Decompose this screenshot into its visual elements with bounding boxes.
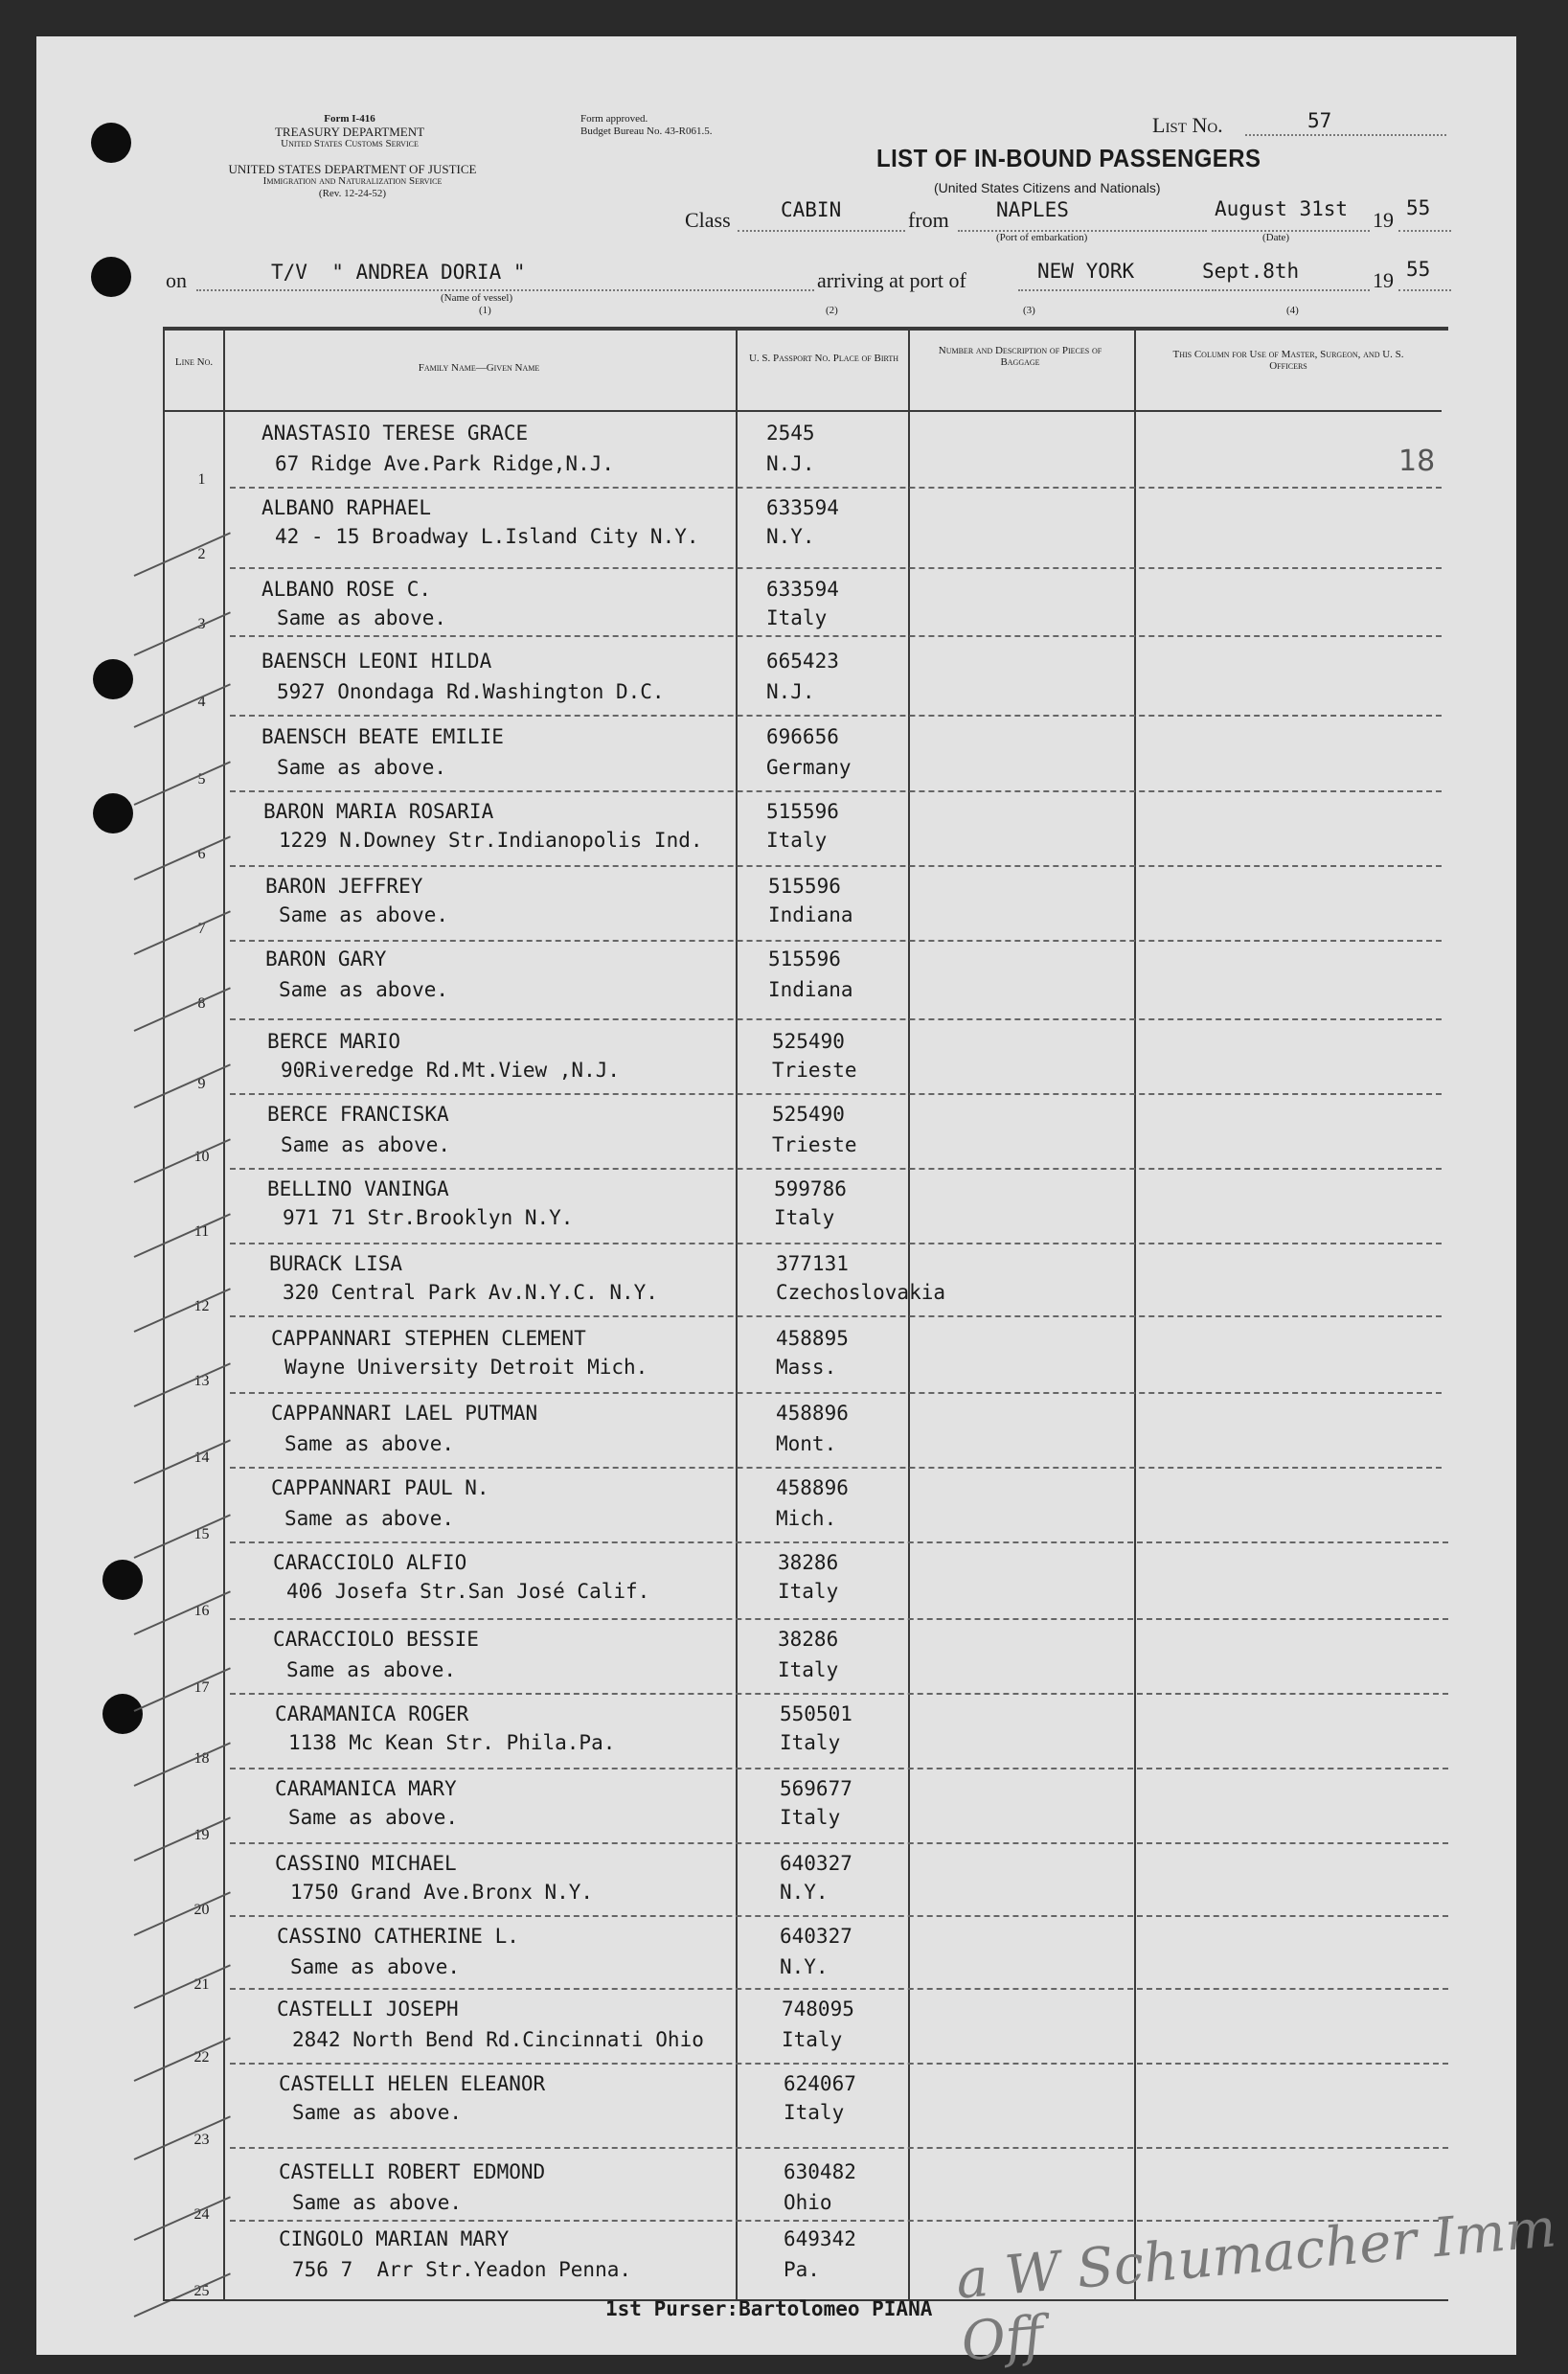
- passenger-name: BURACK LISA: [269, 1252, 403, 1275]
- passenger-address: 67 Ridge Ave.Park Ridge,N.J.: [275, 452, 615, 475]
- officer-note: 18: [1398, 445, 1436, 478]
- vessel-line: [196, 289, 814, 291]
- row-divider: [230, 567, 1442, 569]
- binder-hole: [102, 1560, 143, 1600]
- form-approved: Form approved.: [580, 113, 648, 125]
- row-divider: [230, 1915, 1448, 1917]
- passenger-name: BARON JEFFREY: [265, 875, 423, 898]
- passenger-address: 90Riveredge Rd.Mt.View ,N.J.: [281, 1059, 621, 1082]
- baggage-divider: [1134, 327, 1136, 2300]
- passport-number: 633594: [766, 496, 839, 519]
- binder-hole: [91, 257, 131, 297]
- passport-number: 696656: [766, 725, 839, 748]
- passenger-address: 320 Central Park Av.N.Y.C. N.Y.: [283, 1281, 658, 1304]
- column-header-officers: This Column for Use of Master, Surgeon, and U. S. Officers: [1172, 349, 1404, 372]
- passenger-name: BERCE MARIO: [267, 1030, 401, 1053]
- col-caption-1: (1): [479, 305, 491, 316]
- passenger-address: 406 Josefa Str.San José Calif.: [286, 1580, 650, 1603]
- arrival-date-line: [1212, 289, 1370, 291]
- passport-number: 458896: [776, 1476, 849, 1499]
- row-divider: [230, 635, 1442, 637]
- passenger-address: Same as above.: [290, 1955, 461, 1978]
- passenger-name: CARACCIOLO BESSIE: [273, 1628, 479, 1651]
- place-of-birth: Italy: [780, 1731, 841, 1754]
- column-header-baggage: Number and Description of Pieces of Baggage: [938, 345, 1102, 368]
- document-title: LIST OF IN-BOUND PASSENGERS: [876, 144, 1261, 172]
- passport-number: 525490: [772, 1103, 845, 1126]
- passenger-name: BELLINO VANINGA: [267, 1177, 449, 1200]
- line-number: 14: [193, 1450, 210, 1466]
- row-divider: [230, 790, 1442, 792]
- passenger-name: CASTELLI HELEN ELEANOR: [279, 2072, 546, 2095]
- binder-hole: [102, 1694, 143, 1734]
- on-label: on: [166, 268, 187, 292]
- customs-service: United States Customs Service: [281, 138, 419, 149]
- row-divider: [230, 1842, 1448, 1844]
- passport-number: 515596: [766, 800, 839, 823]
- table-left-border: [163, 327, 165, 2300]
- place-of-birth: N.J.: [766, 680, 815, 703]
- arrival-year-line: [1398, 289, 1451, 291]
- row-divider: [230, 865, 1442, 867]
- passenger-name: CARAMANICA MARY: [275, 1777, 457, 1800]
- year-value: 55: [1406, 196, 1431, 219]
- passenger-address: Same as above.: [284, 1507, 455, 1530]
- arrival-year-prefix: 19: [1373, 268, 1394, 292]
- passport-number: 38286: [778, 1628, 839, 1651]
- column-header-name: Family Name—Given Name: [418, 362, 540, 374]
- passenger-name: CASSINO MICHAEL: [275, 1852, 457, 1875]
- column-header-line-no: Line No.: [174, 356, 214, 368]
- passenger-address: Same as above.: [292, 2191, 463, 2214]
- passenger-name: BAENSCH LEONI HILDA: [261, 650, 492, 673]
- passport-number: 515596: [768, 947, 841, 970]
- passenger-address: 1750 Grand Ave.Bronx N.Y.: [290, 1881, 594, 1904]
- row-divider: [230, 1988, 1448, 1990]
- document-subtitle: (United States Citizens and Nationals): [934, 180, 1161, 195]
- passport-number: 640327: [780, 1852, 852, 1875]
- passenger-address: 971 71 Str.Brooklyn N.Y.: [283, 1206, 574, 1229]
- place-of-birth: N.J.: [766, 452, 815, 475]
- place-of-birth: Italy: [780, 1806, 841, 1829]
- passport-number: 633594: [766, 578, 839, 601]
- place-of-birth: Mich.: [776, 1507, 837, 1530]
- passenger-name: BARON GARY: [265, 947, 387, 970]
- approval-info: [580, 113, 712, 138]
- col-caption-2: (2): [826, 305, 838, 316]
- passenger-name: BAENSCH BEATE EMILIE: [261, 725, 504, 748]
- ins-service: Immigration and Naturalization Service: [262, 175, 443, 187]
- line-number: 23: [193, 2132, 210, 2148]
- passenger-address: 2842 North Bend Rd.Cincinnati Ohio: [292, 2028, 704, 2051]
- row-divider: [230, 1392, 1442, 1394]
- place-of-birth: Ohio: [784, 2191, 832, 2214]
- year-line: [1398, 230, 1451, 232]
- place-of-birth: N.Y.: [780, 1955, 829, 1978]
- form-number: Form I-416: [324, 113, 375, 125]
- line-number: 20: [193, 1902, 210, 1918]
- line-number: 18: [193, 1750, 210, 1767]
- line-number: 1: [197, 471, 206, 488]
- passport-number: 649342: [784, 2227, 856, 2250]
- line-number: 5: [197, 771, 206, 788]
- passenger-name: ALBANO ROSE C.: [261, 578, 432, 601]
- line-number: 4: [197, 694, 206, 710]
- passenger-name: ALBANO RAPHAEL: [261, 496, 432, 519]
- line-number: 16: [193, 1603, 210, 1619]
- header-bottom-border: [163, 410, 1442, 412]
- from-label: from: [908, 208, 949, 232]
- passenger-name: CINGOLO MARIAN MARY: [279, 2227, 510, 2250]
- officer-signature: a W Schumacher Imm Off: [953, 2197, 1559, 2374]
- row-divider: [230, 2147, 1448, 2149]
- binder-hole: [91, 123, 131, 163]
- line-number: 17: [193, 1679, 210, 1696]
- col-caption-4: (4): [1286, 305, 1299, 316]
- passenger-name: CAPPANNARI LAEL PUTMAN: [271, 1402, 538, 1425]
- arrival-port-line: [1018, 289, 1210, 291]
- passenger-address: 1229 N.Downey Str.Indianopolis Ind.: [279, 829, 703, 852]
- list-number-label: List No.: [1152, 113, 1223, 137]
- justice-department: UNITED STATES DEPARTMENT OF JUSTICE: [228, 162, 477, 176]
- passport-number: 515596: [768, 875, 841, 898]
- date-caption: (Date): [1262, 232, 1290, 243]
- table-top-border: [163, 327, 1448, 331]
- row-divider: [230, 1315, 1442, 1317]
- passenger-address: 1138 Mc Kean Str. Phila.Pa.: [288, 1731, 616, 1754]
- place-of-birth: Indiana: [768, 978, 853, 1001]
- binder-hole: [93, 793, 133, 833]
- passenger-address: Same as above.: [284, 1432, 455, 1455]
- passport-number: 38286: [778, 1551, 839, 1574]
- passenger-name: CARAMANICA ROGER: [275, 1702, 469, 1725]
- passport-number: 569677: [780, 1777, 852, 1800]
- place-of-birth: Italy: [782, 2028, 843, 2051]
- vessel-caption: (Name of vessel): [441, 292, 513, 304]
- form-info: [235, 113, 465, 150]
- passenger-name: CAPPANNARI STEPHEN CLEMENT: [271, 1327, 586, 1350]
- class-label: Class: [685, 208, 731, 232]
- arrival-port: NEW YORK: [1037, 260, 1135, 283]
- budget-bureau: Budget Bureau No. 43-R061.5.: [580, 126, 713, 137]
- passport-number: 458895: [776, 1327, 849, 1350]
- place-of-birth: Italy: [778, 1658, 839, 1681]
- place-of-birth: Trieste: [772, 1059, 857, 1082]
- passport-number: 550501: [780, 1702, 852, 1725]
- place-of-birth: N.Y.: [780, 1881, 829, 1904]
- place-of-birth: Italy: [778, 1580, 839, 1603]
- passenger-address: 5927 Onondaga Rd.Washington D.C.: [277, 680, 665, 703]
- passenger-name: BERCE FRANCISKA: [267, 1103, 449, 1126]
- line-number: 3: [197, 616, 206, 632]
- passport-number: 640327: [780, 1925, 852, 1948]
- line-number: 9: [197, 1076, 206, 1092]
- passenger-address: Same as above.: [286, 1658, 457, 1681]
- class-line: [738, 230, 905, 232]
- class-value: CABIN: [781, 198, 842, 221]
- place-of-birth: Indiana: [768, 903, 853, 926]
- passport-divider: [908, 327, 910, 2300]
- passenger-name: CASTELLI JOSEPH: [277, 1997, 459, 2020]
- row-divider: [230, 1018, 1442, 1020]
- passport-number: 2545: [766, 422, 815, 445]
- revision: (Rev. 12-24-52): [318, 188, 387, 199]
- passenger-address: Same as above.: [281, 1133, 451, 1156]
- place-of-birth: Italy: [784, 2101, 845, 2124]
- list-number: 57: [1307, 109, 1332, 132]
- passport-number: 630482: [784, 2160, 856, 2183]
- passenger-address: Same as above.: [292, 2101, 463, 2124]
- place-of-birth: Italy: [766, 606, 828, 629]
- embarkation-date: August 31st: [1215, 197, 1349, 220]
- row-divider: [230, 1168, 1442, 1170]
- line-number: 21: [193, 1976, 210, 1993]
- passport-number: 599786: [774, 1177, 847, 1200]
- passport-number: 525490: [772, 1030, 845, 1053]
- passport-number: 665423: [766, 650, 839, 673]
- place-of-birth: Pa.: [784, 2258, 820, 2281]
- column-header-passport: U. S. Passport No. Place of Birth: [748, 353, 899, 364]
- passenger-name: ANASTASIO TERESE GRACE: [261, 422, 529, 445]
- passport-number: 377131: [776, 1252, 849, 1275]
- arrival-year: 55: [1406, 258, 1431, 281]
- row-divider: [230, 1541, 1448, 1543]
- line-number: 11: [193, 1223, 210, 1240]
- list-number-line: [1245, 134, 1446, 136]
- row-divider: [230, 1768, 1448, 1769]
- port-of-embarkation: NAPLES: [996, 198, 1069, 221]
- line-number: 2: [197, 546, 206, 562]
- date-line: [1212, 230, 1370, 232]
- line-number: 6: [197, 846, 206, 862]
- line-number: 24: [193, 2206, 210, 2223]
- row-divider: [230, 2063, 1448, 2065]
- row-divider: [230, 1618, 1448, 1620]
- row-divider: [230, 1243, 1442, 1244]
- place-of-birth: Czechoslovakia: [776, 1281, 946, 1304]
- row-divider: [230, 1093, 1442, 1095]
- row-divider: [230, 487, 1442, 489]
- place-of-birth: Italy: [774, 1206, 835, 1229]
- line-number: 7: [197, 921, 206, 937]
- place-of-birth: Mass.: [776, 1356, 837, 1379]
- passenger-address: Same as above.: [277, 756, 447, 779]
- vessel-name: T/V " ANDREA DORIA ": [271, 261, 526, 284]
- passenger-name: CARACCIOLO ALFIO: [273, 1551, 467, 1574]
- passenger-address: Same as above.: [288, 1806, 459, 1829]
- passport-number: 624067: [784, 2072, 856, 2095]
- place-of-birth: Mont.: [776, 1432, 837, 1455]
- year-prefix: 19: [1373, 208, 1394, 232]
- col-caption-3: (3): [1023, 305, 1035, 316]
- passenger-address: 42 - 15 Broadway L.Island City N.Y.: [275, 525, 699, 548]
- place-of-birth: Germany: [766, 756, 852, 779]
- treasury-department: TREASURY DEPARTMENT: [274, 125, 425, 139]
- row-divider: [230, 940, 1442, 942]
- passenger-address: Same as above.: [279, 903, 449, 926]
- row-divider: [230, 1693, 1448, 1695]
- line-number: 10: [193, 1149, 210, 1165]
- passenger-address: 756 7 Arr Str.Yeadon Penna.: [292, 2258, 632, 2281]
- passport-number: 748095: [782, 1997, 854, 2020]
- line-number: 22: [193, 2049, 210, 2066]
- row-divider: [230, 1467, 1442, 1469]
- passenger-address: Wayne University Detroit Mich.: [284, 1356, 648, 1379]
- line-number: 12: [193, 1298, 210, 1314]
- passenger-name: CASSINO CATHERINE L.: [277, 1925, 519, 1948]
- place-of-birth: Trieste: [772, 1133, 857, 1156]
- passenger-address: Same as above.: [279, 978, 449, 1001]
- purser-name: 1st Purser:Bartolomeo PIANA: [605, 2297, 933, 2320]
- line-number: 25: [193, 2283, 210, 2299]
- port-caption: (Port of embarkation): [996, 232, 1088, 243]
- arrival-date: Sept.8th: [1202, 260, 1300, 283]
- justice-info: [161, 163, 544, 200]
- line-number: 19: [193, 1827, 210, 1843]
- passenger-address: Same as above.: [277, 606, 447, 629]
- row-divider: [230, 715, 1442, 717]
- place-of-birth: N.Y.: [766, 525, 815, 548]
- binder-hole: [93, 659, 133, 699]
- passport-number: 458896: [776, 1402, 849, 1425]
- passenger-name: CAPPANNARI PAUL N.: [271, 1476, 489, 1499]
- line-number: 15: [193, 1526, 210, 1542]
- passenger-name: CASTELLI ROBERT EDMOND: [279, 2160, 546, 2183]
- name-divider: [736, 327, 738, 2300]
- place-of-birth: Italy: [766, 829, 828, 852]
- line-number: 13: [193, 1373, 210, 1389]
- arriving-label: arriving at port of: [817, 268, 966, 292]
- passenger-name: BARON MARIA ROSARIA: [263, 800, 494, 823]
- line-number: 8: [197, 995, 206, 1012]
